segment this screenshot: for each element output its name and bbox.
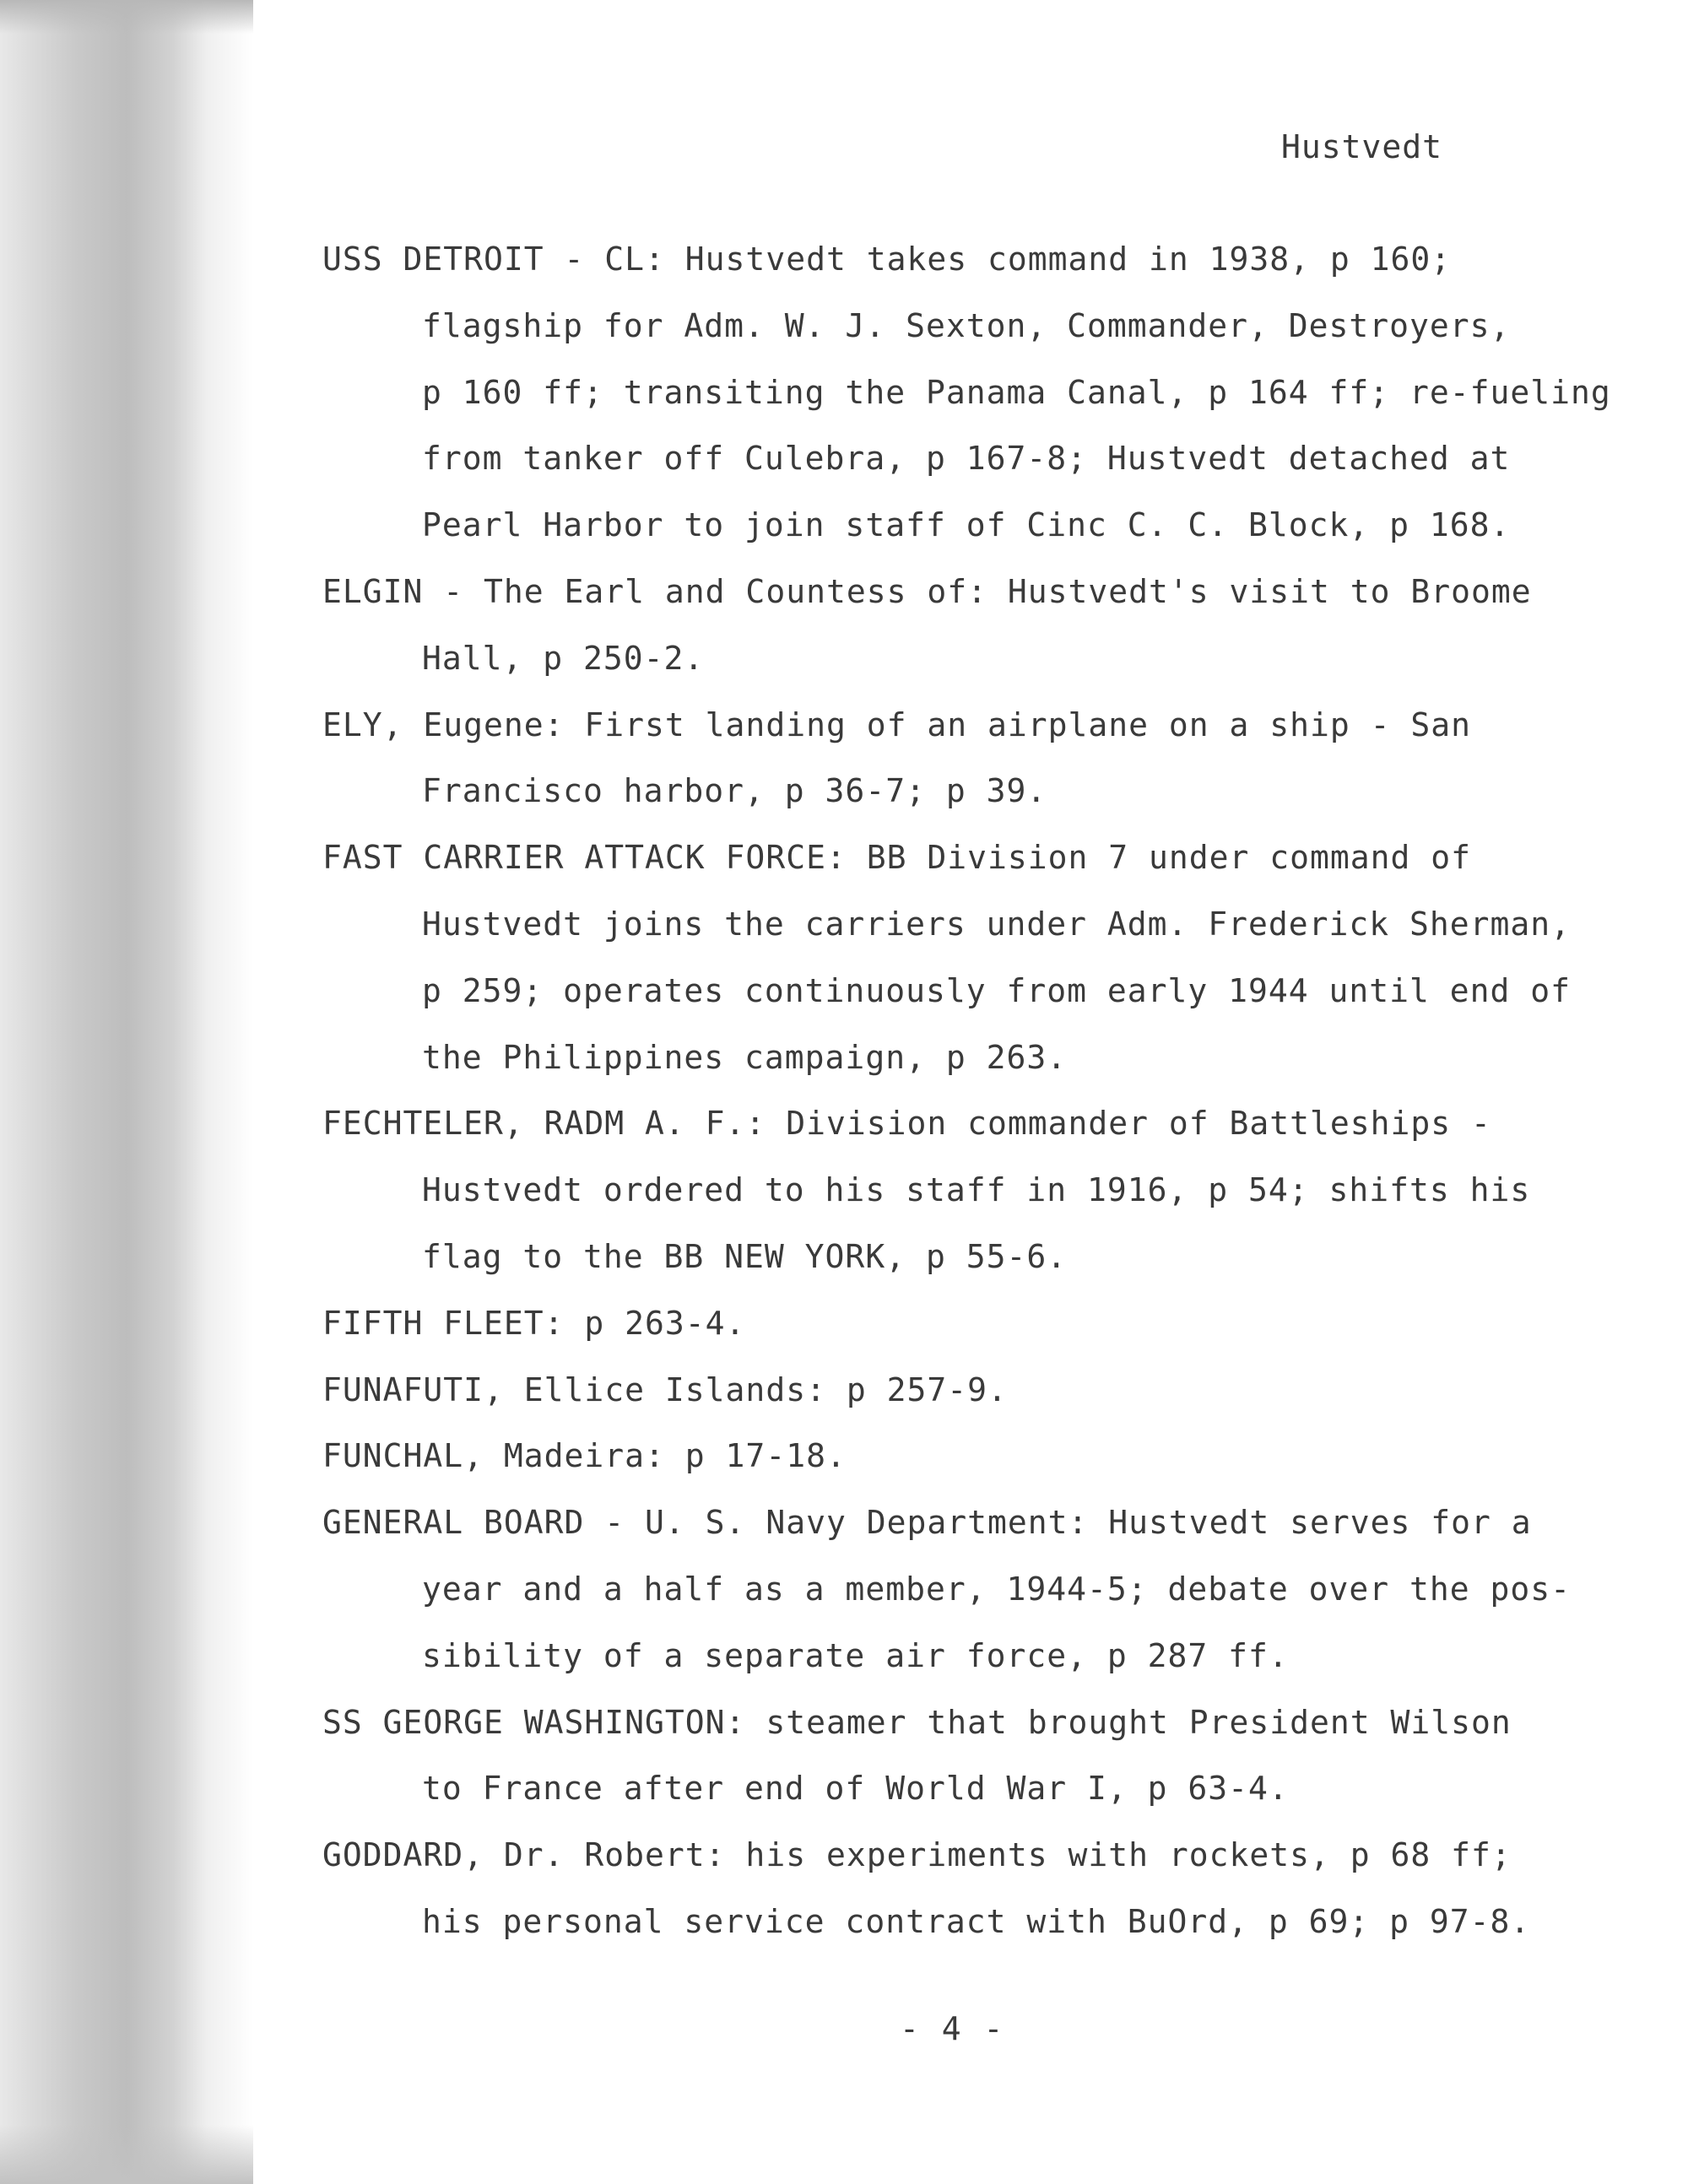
page-header: Hustvedt	[1281, 128, 1443, 165]
page-number: - 4 -	[900, 2010, 1005, 2047]
entry-continuation-line: sibility of a separate air force, p 287 ff.	[422, 1636, 1289, 1674]
index-entry	[322, 1357, 1639, 1424]
entry-continuation-line: to France after end of World War I, p 63-4.	[422, 1770, 1289, 1808]
entry-line: FIFTH FLEET: p 263-4.	[322, 1304, 746, 1342]
entry-line: ELGIN - The Earl and Countess of: Hustvedt's visit to Broome	[322, 572, 1532, 610]
index-entry	[322, 1290, 1639, 1357]
entry-continuation-line: p 259; operates continuously from early 1944 until end of	[422, 971, 1572, 1009]
index-entry	[322, 692, 1639, 825]
entry-line: FECHTELER, RADM A. F.: Division commander of Battleships -	[322, 1105, 1491, 1143]
entry-continuation-line: year and a half as a member, 1944-5; debate over the pos-	[422, 1570, 1572, 1608]
entry-line: FUNCHAL, Madeira: p 17-18.	[322, 1437, 847, 1475]
index-entry	[322, 1489, 1639, 1689]
index-entry	[322, 1090, 1639, 1289]
index-entry	[322, 1423, 1639, 1489]
entry-continuation-line: the Philippines campaign, p 263.	[422, 1038, 1068, 1076]
entry-continuation-line: Hustvedt ordered to his staff in 1916, p 54; shifts his	[422, 1171, 1531, 1209]
entry-line: GENERAL BOARD - U. S. Navy Department: Hustvedt serves for a	[322, 1504, 1532, 1542]
entry-continuation-line: Hall, p 250-2.	[422, 639, 705, 677]
entry-line: ELY, Eugene: First landing of an airplane on a ship - San	[322, 705, 1472, 743]
entry-continuation-line: from tanker off Culebra, p 167-8; Hustvedt detached at	[422, 440, 1511, 478]
entry-continuation-line: flagship for Adm. W. J. Sexton, Commander, Destroyers,	[422, 306, 1511, 344]
entry-continuation-line: his personal service contract with BuOrd, p 69; p 97-8.	[422, 1902, 1531, 1940]
entry-line: FUNAFUTI, Ellice Islands: p 257-9.	[322, 1370, 1008, 1408]
index-entry	[322, 824, 1639, 1090]
entry-continuation-line: Hustvedt joins the carriers under Adm. Frederick Sherman,	[422, 905, 1572, 943]
index-entry	[322, 559, 1639, 692]
index-entry	[322, 1822, 1639, 1955]
entry-continuation-line: p 160 ff; transiting the Panama Canal, p 164 ff; re-fueling	[422, 373, 1611, 411]
index-entries	[322, 226, 1639, 1955]
index-entry	[322, 1689, 1639, 1823]
index-entry	[322, 226, 1639, 559]
entry-continuation-line: flag to the BB NEW YORK, p 55-6.	[422, 1237, 1068, 1275]
entry-line: SS GEORGE WASHINGTON: steamer that brought President Wilson	[322, 1703, 1512, 1741]
entry-line: USS DETROIT - CL: Hustvedt takes command in 1938, p 160;	[322, 241, 1452, 278]
entry-continuation-line: Francisco harbor, p 36-7; p 39.	[422, 772, 1047, 810]
entry-line: GODDARD, Dr. Robert: his experiments with rockets, p 68 ff;	[322, 1836, 1512, 1874]
entry-line: FAST CARRIER ATTACK FORCE: BB Division 7 under command of	[322, 839, 1472, 877]
entry-continuation-line: Pearl Harbor to join staff of Cinc C. C. Block, p 168.	[422, 506, 1511, 544]
